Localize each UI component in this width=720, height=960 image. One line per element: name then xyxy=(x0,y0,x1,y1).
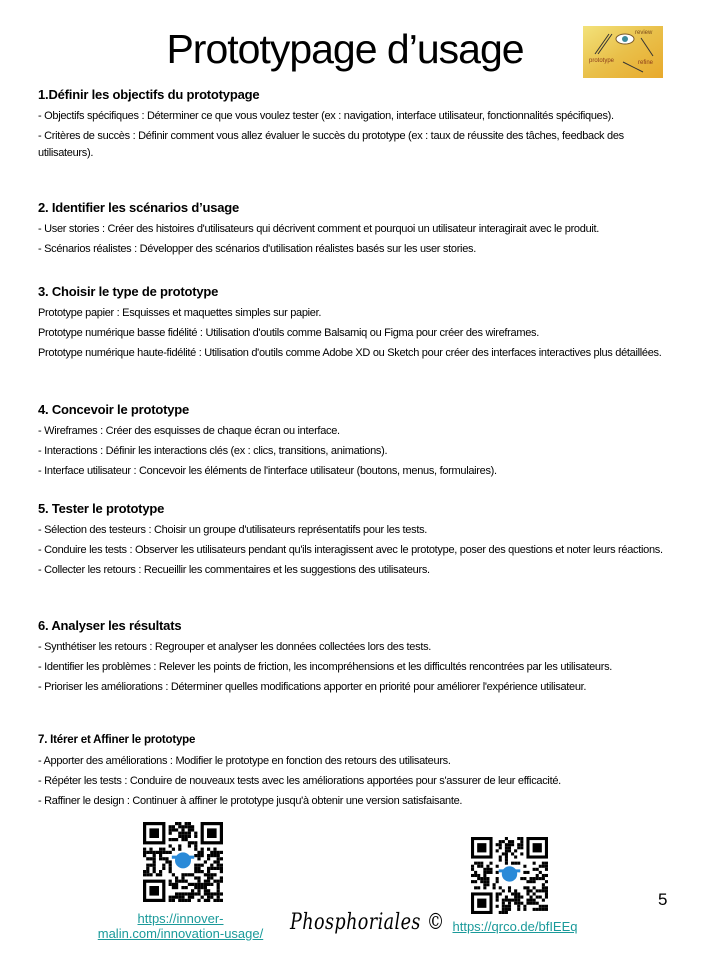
list-item: - Répéter les tests : Conduire de nouveaux tests avec les améliorations apportées pour s'assurer de leur efficacité. xyxy=(38,775,561,787)
list-item: - Objectifs spécifiques : Déterminer ce que vous voulez tester (ex : navigation, interface utilisateur, fonctionnalités spécifiques). xyxy=(38,110,614,122)
list-item: Prototype papier : Esquisses et maquettes simples sur papier. xyxy=(38,307,322,319)
link-innover-malin[interactable]: https://innover-malin.com/innovation-usage/ xyxy=(97,911,264,941)
link-qrco[interactable]: https://qrco.de/bfIEEq xyxy=(452,919,578,934)
section-7 xyxy=(38,730,673,813)
list-item: - Raffiner le design : Continuer à affiner le prototype jusqu'à obtenir une version satisfaisante. xyxy=(38,795,463,807)
prototype-cycle-logo xyxy=(583,26,663,78)
list-item: - Interactions : Définir les interactions clés (ex : clics, transitions, animations). xyxy=(38,445,388,457)
section-heading: 5. Tester le prototype xyxy=(38,501,165,516)
qr-code-left[interactable] xyxy=(143,822,223,902)
section-heading: 2. Identifier les scénarios d’usage xyxy=(38,200,240,215)
section-heading: 3. Choisir le type de prototype xyxy=(38,284,219,299)
section-heading: 1.Définir les objectifs du prototypage xyxy=(38,87,260,102)
page-number: 5 xyxy=(658,890,668,909)
list-item: Prototype numérique haute-fidélité : Utilisation d'outils comme Adobe XD ou Sketch pour créer des interfaces interactives plus détaillées. xyxy=(38,347,662,359)
list-item: - Scénarios réalistes : Développer des scénarios d'utilisation réalistes basés sur les user stories. xyxy=(38,243,476,255)
list-item: - Collecter les retours : Recueillir les commentaires et les suggestions des utilisateurs. xyxy=(38,564,430,576)
section-5 xyxy=(38,499,673,582)
list-item: Prototype numérique basse fidélité : Utilisation d'outils comme Balsamiq ou Figma pour créer des wireframes. xyxy=(38,327,539,339)
section-1 xyxy=(38,85,673,165)
list-item: - Prioriser les améliorations : Déterminer quelles modifications apporter en priorité pour améliorer l'expérience utilisateur. xyxy=(38,681,587,693)
list-item: - Sélection des testeurs : Choisir un groupe d'utilisateurs représentatifs pour les tests. xyxy=(38,524,428,536)
signature-phosphoriales: Phosphoriales © xyxy=(290,910,445,935)
section-3 xyxy=(38,282,673,365)
list-item: - Apporter des améliorations : Modifier le prototype en fonction des retours des utilisateurs. xyxy=(38,755,451,767)
qr-code-right[interactable] xyxy=(471,837,548,914)
list-item: - Wireframes : Créer des esquisses de chaque écran ou interface. xyxy=(38,425,340,437)
svg-text:review: review xyxy=(635,30,653,36)
list-item: - Synthétiser les retours : Regrouper et analyser les données collectées lors des tests. xyxy=(38,641,432,653)
list-item: - Identifier les problèmes : Relever les points de friction, les incompréhensions et les difficultés rencontrées par les utilisateurs. xyxy=(38,661,613,673)
list-item: - Critères de succès : Définir comment vous allez évaluer le succès du prototype (ex : taux de réussite des tâches, feedback des utilisateurs). xyxy=(38,130,624,159)
section-2 xyxy=(38,198,673,261)
section-heading: 6. Analyser les résultats xyxy=(38,618,182,633)
section-6 xyxy=(38,616,673,699)
list-item: - Interface utilisateur : Concevoir les éléments de l'interface utilisateur (boutons, menus, formulaires). xyxy=(38,465,497,477)
section-heading: 7. Itérer et Affiner le prototype xyxy=(38,734,196,746)
section-4 xyxy=(38,400,673,483)
list-item: - User stories : Créer des histoires d'utilisateurs qui décrivent comment et pourquoi un utilisateur interagirait avec le produit. xyxy=(38,223,600,235)
svg-text:refine: refine xyxy=(638,60,654,66)
section-heading: 4. Concevoir le prototype xyxy=(38,402,190,417)
page-title: Prototypage d’usage xyxy=(166,26,524,72)
list-item: - Conduire les tests : Observer les utilisateurs pendant qu'ils interagissent avec le prototype, poser des questions et noter leurs réactions. xyxy=(38,544,663,556)
svg-text:prototype: prototype xyxy=(589,58,615,64)
